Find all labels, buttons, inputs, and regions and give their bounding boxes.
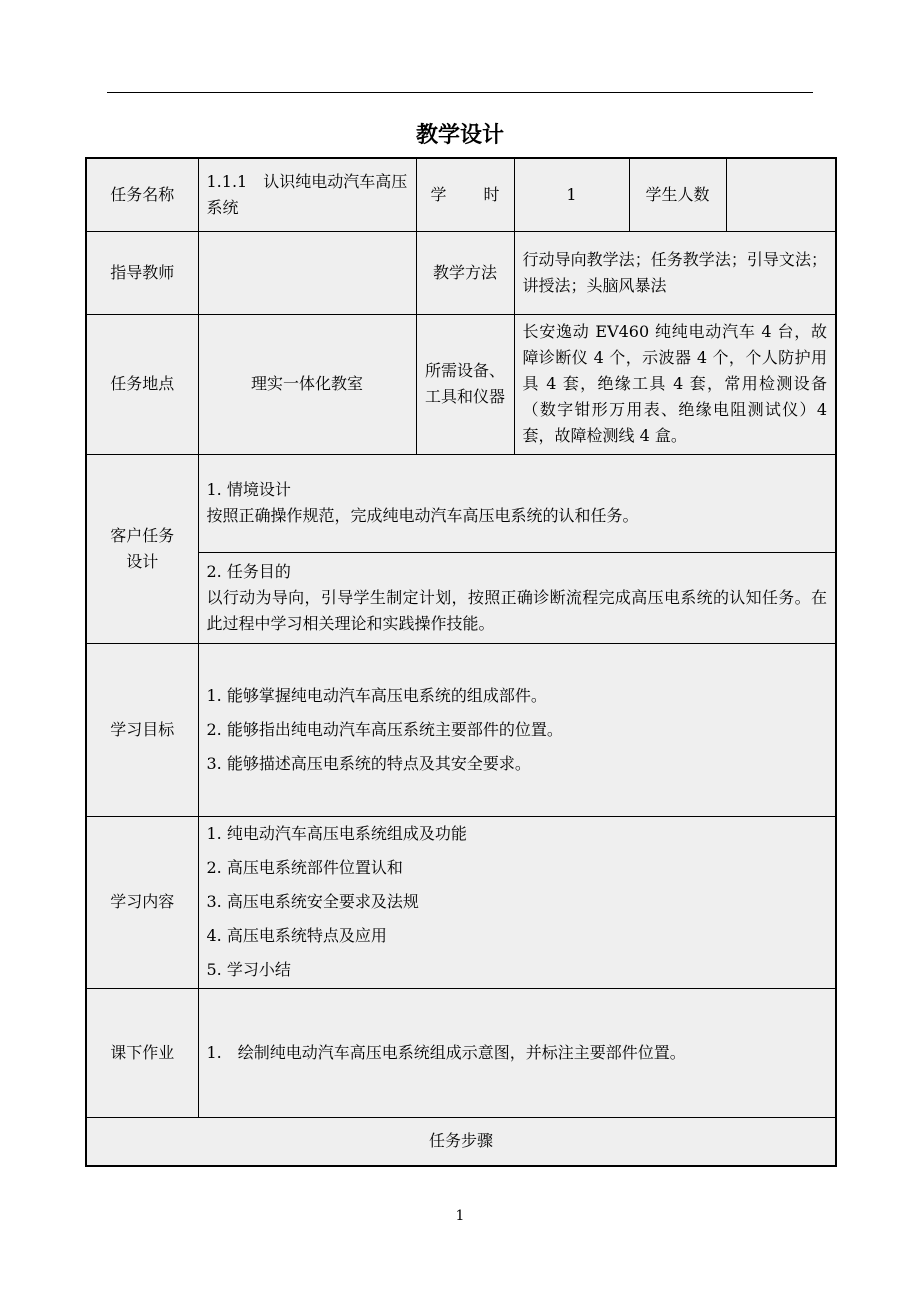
header-rule bbox=[107, 92, 813, 93]
content-cell bbox=[198, 816, 836, 988]
homework-label: 课下作业 bbox=[86, 988, 198, 1117]
scenario-cell bbox=[198, 454, 836, 552]
task-name-value: 1.1.1 认识纯电动汽车高压系统 bbox=[198, 158, 416, 231]
row-task-steps bbox=[86, 1117, 836, 1166]
row-task-name bbox=[86, 158, 836, 231]
goal-item: 3. 能够描述高压电系统的特点及其安全要求。 bbox=[206, 753, 531, 773]
homework-value: 1. 绘制纯电动汽车高压电系统组成示意图，并标注主要部件位置。 bbox=[198, 988, 836, 1117]
hours-label bbox=[416, 158, 514, 231]
location-label: 任务地点 bbox=[86, 314, 198, 454]
content-label: 学习内容 bbox=[86, 816, 198, 988]
goal-item: 2. 能够指出纯电动汽车高压系统主要部件的位置。 bbox=[206, 719, 563, 739]
page-number: 1 bbox=[455, 1208, 465, 1224]
scenario-heading: 1. 情境设计 bbox=[206, 480, 291, 499]
hours-label-a: 学 bbox=[430, 184, 447, 204]
goals-label: 学习目标 bbox=[86, 643, 198, 816]
purpose-body: 以行动为导向，引导学生制定计划，按照正确诊断流程完成高压电系统的认知任务。在此过程中学习相关理论和实践操作技能。 bbox=[206, 587, 827, 633]
content-item: 5. 学习小结 bbox=[206, 960, 291, 979]
teacher-label: 指导教师 bbox=[86, 231, 198, 314]
goal-item: 1. 能够掌握纯电动汽车高压电系统的组成部件。 bbox=[206, 685, 547, 705]
task-name-label: 任务名称 bbox=[86, 158, 198, 231]
hours-label-b: 时 bbox=[483, 184, 500, 204]
content-item: 1. 纯电动汽车高压电系统组成及功能 bbox=[206, 824, 467, 843]
purpose-heading: 2. 任务目的 bbox=[206, 561, 291, 581]
hours-value: 1 bbox=[514, 158, 629, 231]
document-title: 教学设计 bbox=[415, 123, 504, 148]
row-location bbox=[86, 314, 836, 454]
row-homework bbox=[86, 988, 836, 1117]
row-learning-content bbox=[86, 816, 836, 988]
content-item: 4. 高压电系统特点及应用 bbox=[206, 926, 387, 945]
method-label: 教学方法 bbox=[416, 231, 514, 314]
location-value: 理实一体化教室 bbox=[198, 314, 416, 454]
equipment-label: 所需设备、工具和仪器 bbox=[416, 314, 514, 454]
client-task-label: 客户任务设计 bbox=[86, 454, 198, 643]
row-teacher bbox=[86, 231, 836, 314]
row-client-scenario bbox=[86, 454, 836, 552]
purpose-cell bbox=[198, 552, 836, 643]
students-value bbox=[726, 158, 836, 231]
row-learning-goals bbox=[86, 643, 836, 816]
teaching-design-table bbox=[85, 157, 837, 1167]
method-value: 行动导向教学法；任务教学法；引导文法；讲授法；头脑风暴法 bbox=[514, 231, 836, 314]
students-label: 学生人数 bbox=[629, 158, 726, 231]
equipment-value: 长安逸动 EV460 纯纯电动汽车 4 台，故障诊断仪 4 个，示波器 4 个，个人防护用具 4 套，绝缘工具 4 套，常用检测设备（数字钳形万用表、绝缘电阻测试仪）4 套，故障检测线 4 盒。 bbox=[514, 314, 836, 454]
row-client-purpose bbox=[86, 552, 836, 643]
goals-cell bbox=[198, 643, 836, 816]
task-steps-label: 任务步骤 bbox=[86, 1117, 836, 1166]
scenario-body: 按照正确操作规范，完成纯电动汽车高压电系统的认和任务。 bbox=[206, 506, 639, 525]
teacher-value bbox=[198, 231, 416, 314]
content-item: 2. 高压电系统部件位置认和 bbox=[206, 858, 403, 877]
content-item: 3. 高压电系统安全要求及法规 bbox=[206, 892, 419, 911]
